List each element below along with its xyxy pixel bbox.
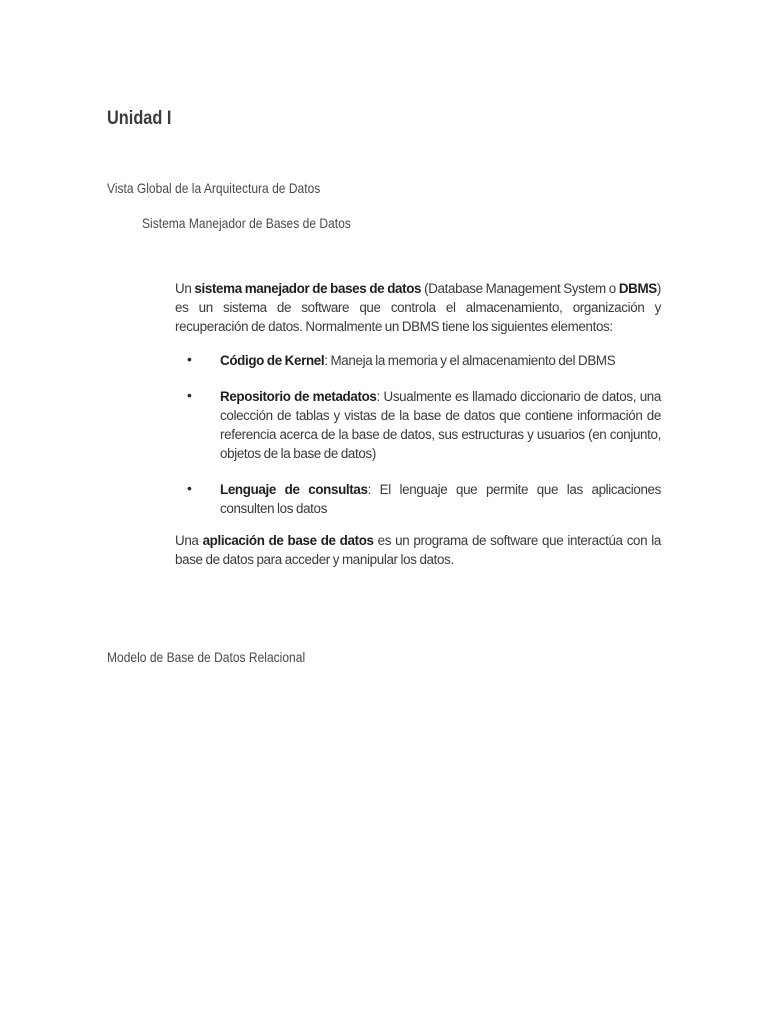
list-item-text: : Usualmente es llamado diccionario de datos, una colección de tablas y vistas de la base de datos que contiene información de referencia acerca de la base de datos, sus estructuras y usuarios (en conjunto, objetos de la base de datos): [220, 389, 661, 461]
list-item: [175, 480, 661, 518]
elements-list: [175, 351, 661, 518]
intro-text-3: ) es un sistema de software que controla el almacenamiento, organización y recuperación de datos. Normalmente un DBMS tiene los siguientes elementos:: [175, 281, 661, 334]
list-item-text: : El lenguaje que permite que las aplicaciones consulten los datos: [220, 482, 661, 516]
closing-paragraph: [175, 531, 661, 569]
intro-text-1: Un: [175, 281, 195, 296]
bullet-icon: •: [187, 351, 192, 367]
intro-text-2: (Database Management System o: [421, 281, 619, 296]
closing-term: aplicación de base de datos: [202, 533, 374, 548]
list-item-term: Código de Kernel: [220, 353, 325, 368]
document-title: Unidad I: [107, 108, 172, 129]
bullet-icon: •: [187, 480, 192, 496]
body-content: [175, 279, 661, 569]
section-heading: Vista Global de la Arquitectura de Datos: [107, 180, 321, 196]
list-item-term: Lenguaje de consultas: [220, 482, 368, 497]
list-item-text: : Maneja la memoria y el almacenamiento del DBMS: [324, 353, 616, 368]
list-item-term: Repositorio de metadatos: [220, 389, 377, 404]
list-item: [175, 351, 661, 370]
list-item: [175, 387, 661, 463]
subsection-heading: Sistema Manejador de Bases de Datos: [142, 215, 351, 231]
closing-text-1: Una: [175, 533, 203, 548]
intro-term-dbms: DBMS: [618, 281, 657, 296]
closing-text-2: es un programa de software que interactúa con la base de datos para acceder y manipular los datos.: [175, 533, 661, 567]
intro-paragraph: [175, 279, 661, 336]
bullet-icon: •: [187, 387, 192, 403]
next-section-heading: Modelo de Base de Datos Relacional: [107, 649, 306, 665]
intro-term-dbms-full: sistema manejador de bases de datos: [194, 281, 422, 296]
